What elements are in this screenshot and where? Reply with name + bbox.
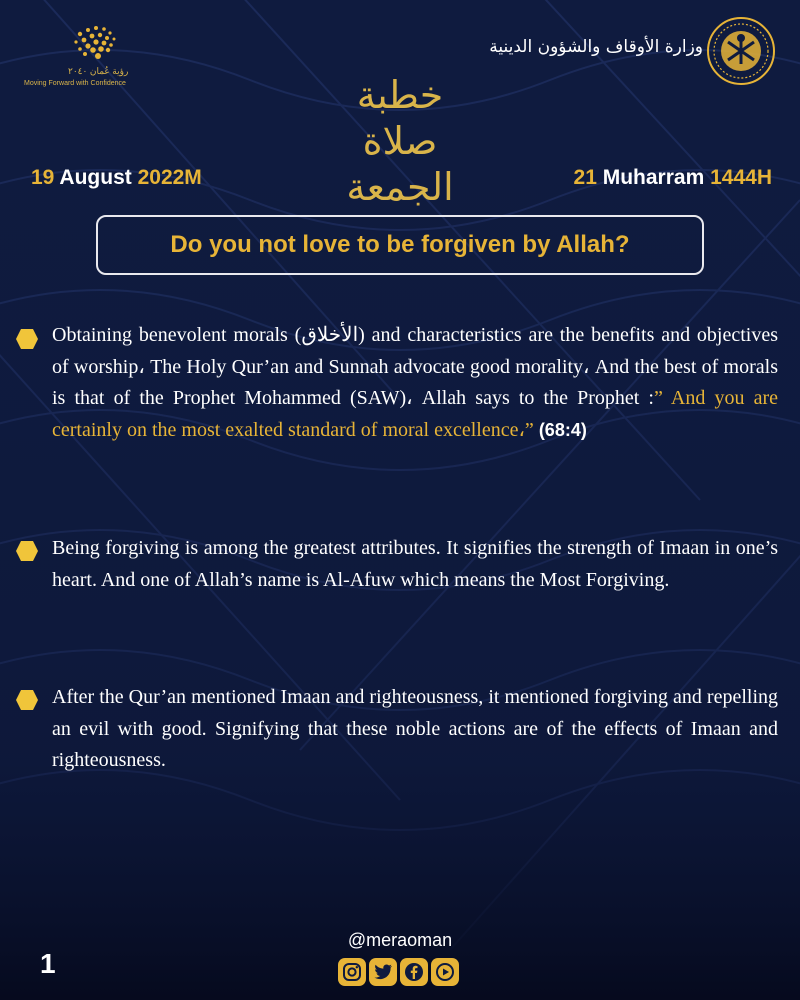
social-icons [338,958,462,988]
oman-vision-logo [18,12,128,92]
ministry-name: وزارة الأوقاف والشؤون الدينية [489,37,703,57]
gregorian-year: 2022M [137,166,202,189]
paragraph-3 [52,682,778,777]
hexagon-bullet-icon [15,328,39,350]
paragraph-1 [52,320,778,446]
paragraph-2 [52,533,778,596]
ministry-seal-icon [706,16,776,86]
hexagon-bullet-icon [15,689,39,711]
page-number: 1 [40,948,56,979]
instagram-icon[interactable] [338,958,366,986]
gregorian-date [31,166,202,190]
hijri-year: 1444H [710,166,772,189]
hexagon-bullet-icon [15,540,39,562]
gregorian-day: 19 [31,166,55,189]
paragraph-3-text: After the Qur’an mentioned Imaan and righteousness, it mentioned forgiving and repelling an evil with good. Signifying that these noble actions are of the effects of Imaan and righteousness. [52,686,778,771]
paragraph-2-text: Being forgiving is among the greatest attributes. It signifies the strength of Imaan in one’s heart. And one of Allah’s name is Al-Afuw which means the Most Forgiving. [52,537,778,591]
friday-sermon-calligraphy: خطبة صلاة الجمعة [346,73,454,209]
twitter-icon[interactable] [369,958,397,986]
vision-english-text: Moving Forward with Confidence [24,80,126,87]
sermon-title: Do you not love to be forgiven by Allah? [170,231,630,258]
sermon-title-box [96,215,704,275]
youtube-icon[interactable] [431,958,459,986]
gregorian-month: August [59,166,132,189]
paragraph-1-quote: ” And you are certainly on the most exalted standard of moral excellence،” [52,387,778,441]
hijri-month: Muharram [602,166,705,189]
paragraph-1-text: Obtaining benevolent morals (الأخلاق) and characteristics are the benefits and objectives of worship، The Holy Qur’an and Sunnah advocate good morality، And the best of morals is that of the Prophet Mohammed (SAW)، Allah says to the Prophet : [52,324,779,409]
hijri-date [574,166,772,190]
vision-arabic-text: رؤية عُمان ٢٠٤٠ [68,66,129,76]
social-handle[interactable]: @meraoman [347,930,453,950]
facebook-icon[interactable] [400,958,428,986]
hijri-day: 21 [573,166,597,189]
paragraph-1-reference: (68:4) [538,419,587,440]
